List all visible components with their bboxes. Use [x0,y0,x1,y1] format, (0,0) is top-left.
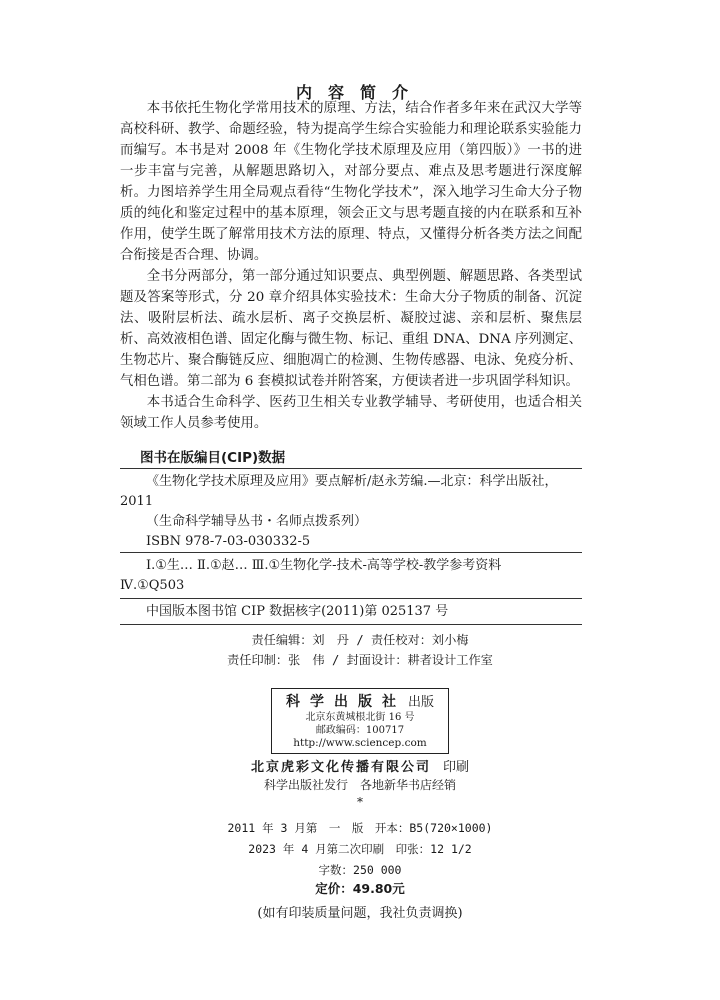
cip-top-rule [120,468,582,469]
cip-mid-rule [120,552,582,553]
cip-record: 中国版本图书馆 CIP 数据核字(2011)第 025137 号 [146,604,449,619]
cip-heading: 图书在版编目(CIP)数据 [140,450,286,466]
staff-credits [0,630,720,670]
cip-isbn: ISBN 978-7-03-030332-5 [146,534,311,549]
cip-lower-rule [120,598,582,599]
cip-bottom-rule [120,624,582,625]
cip-series: （生命科学辅导丛书・名师点拨系列） [146,514,368,529]
spec-line: 2011 年 3 月第 一 版 开本：B5(720×1000) [227,821,493,835]
publisher-url: http://www.sciencep.com [293,737,427,749]
publisher-suffix: 出版 [407,695,434,710]
printer-name: 北京虎彩文化传播有限公司 [250,760,431,775]
cip-line: 2011 [120,494,154,509]
cip-class-line: Ⅳ.①Q503 [120,578,185,593]
intro-title: 内容简介 [295,83,424,102]
spec-line: 2023 年 4 月第二次印刷 印张：12 1/2 [248,842,472,856]
intro-paragraph: 本书适合生命科学、医药卫生相关专业教学辅导、考研使用，也适合相关领域工作人员参考使用。 [120,395,582,431]
separator-star: * [357,795,363,809]
intro-paragraph: 本书依托生物化学常用技术的原理、方法，结合作者多年来在武汉大学等高校科研、教学、命题经验，特为提高学生综合实验能力和理论联系实验能力而编写。本书是对 2008 年《生物化学技术原理及应用（第四版）》一书的进一步丰富与完善，从解题思路切入，对部分要点、难点及思考题进行深度解析。力图培养学生用全局观点看待“生物化学技术”，深入地学习生命大分子物质的纯化和鉴定过程中的基本原理，领会正文与思考题直接的内在联系和互补作用，使学生既了解常用技术方法的原理、特点，又懂得分析各类方法之间配合衔接是否合理、协调。 [120,101,582,263]
distribution-line: 科学出版社发行 各地新华书店经销 [263,778,456,792]
staff-line: 责任印制：张 伟 / 封面设计：耕者设计工作室 [227,653,493,667]
publisher-address: 北京东黄城根北街 16 号 [305,712,415,723]
intro-body [120,98,582,434]
publisher-postcode: 邮政编码：100717 [315,725,405,736]
publisher-name: 科学出版社 [285,694,406,710]
cip-line: 《生物化学技术原理及应用》要点解析/赵永芳编.—北京：科学出版社， [146,474,558,489]
cip-block [120,472,582,552]
price: 定价：49.80元 [315,881,405,896]
printer-line [0,756,720,775]
quality-notice: (如有印装质量问题，我社负责调换) [257,906,463,921]
spec-line: 字数：250 000 [318,863,402,877]
cip-record-block [120,602,582,622]
edition-specs [0,818,720,881]
cip-class-line: Ⅰ.①生… Ⅱ.①赵… Ⅲ.①生物化学-技术-高等学校-教学参考资料 [146,558,502,573]
staff-line: 责任编辑：刘 丹 / 责任校对：刘小梅 [251,633,469,647]
cip-classification [120,556,582,596]
publisher-box [271,688,449,754]
printer-suffix: 印刷 [443,760,470,775]
intro-paragraph: 全书分两部分，第一部分通过知识要点、典型例题、解题思路、各类型试题及答案等形式，分 20 章介绍具体实验技术：生命大分子物质的制备、沉淀法、吸附层析法、疏水层析、离子交换层析、凝胶过滤、亲和层析、聚焦层析、高效液相色谱、固定化酶与微生物、标记、重组 DNA、DNA 序列测定、生物芯片、聚合酶链反应、细胞凋亡的检测、生物传感器、电泳、免疫分析、气相色谱。第二部为 6 套模拟试卷并附答案，方便读者进一步巩固学科知识。 [120,269,582,389]
